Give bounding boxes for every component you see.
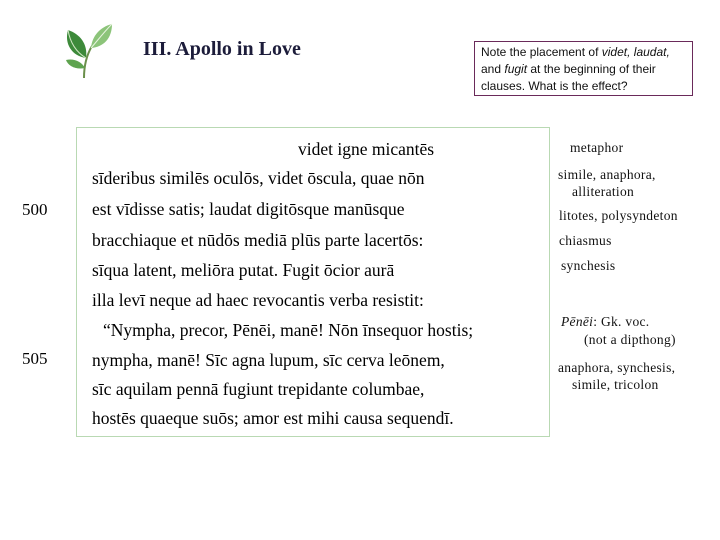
passage-line: illa levī neque ad haec revocantis verba resistit:	[92, 290, 424, 310]
line-number: 500	[22, 200, 48, 219]
annotation-penei	[561, 313, 649, 330]
passage-line: sīqua latent, meliōra putat. Fugit ōcior aurā	[92, 260, 395, 280]
note-word-fugit: fugit	[504, 62, 528, 76]
annotation-synchesis: synchesis	[561, 258, 616, 273]
annotation-penei: (not a dipthong)	[584, 332, 676, 347]
passage-line: nympha, manē! Sīc agna lupum, sīc cerva leōnem,	[92, 350, 445, 370]
annotation-penei-text: : Gk. voc.	[593, 314, 650, 329]
passage-line: sīderibus similēs oculōs, videt ōscula, quae nōn	[92, 168, 425, 188]
note-text: and	[481, 62, 505, 76]
annotation-simile: alliteration	[572, 184, 635, 199]
passage-line: hostēs quaeque suōs; amor est mihi causa sequendī.	[92, 408, 454, 428]
leaf-sprig-icon	[62, 22, 116, 80]
passage-line: sīc aquilam pennā fugiunt trepidante columbae,	[92, 379, 425, 399]
note-text: at the beginning of their clauses. What is the effect?	[481, 62, 656, 93]
annotation-anaphora: anaphora, synchesis,	[558, 360, 676, 375]
annotation-penei-word: Pēnēi	[561, 314, 594, 329]
slide-title: III. Apollo in Love	[143, 38, 301, 60]
annotation-litotes: litotes, polysyndeton	[559, 208, 678, 223]
note-box	[474, 41, 693, 96]
annotation-anaphora: simile, tricolon	[572, 377, 659, 392]
note-text: Note the placement of	[481, 45, 602, 59]
annotation-simile: simile, anaphora,	[558, 167, 656, 182]
passage-line: est vīdisse satis; laudat digitōsque manūsque	[92, 199, 405, 219]
line-number: 505	[22, 349, 48, 368]
passage-line: “Nympha, precor, Pēnēi, manē! Nōn īnsequor hostis;	[103, 320, 474, 340]
note-word-videt: videt,	[601, 45, 631, 59]
passage-line: videt igne micantēs	[298, 139, 435, 159]
annotation-metaphor: metaphor	[570, 140, 624, 155]
passage-line: bracchiaque et nūdōs mediā plūs parte lacertōs:	[92, 230, 424, 250]
annotation-chiasmus: chiasmus	[559, 233, 612, 248]
note-word-laudat: laudat,	[633, 45, 670, 59]
